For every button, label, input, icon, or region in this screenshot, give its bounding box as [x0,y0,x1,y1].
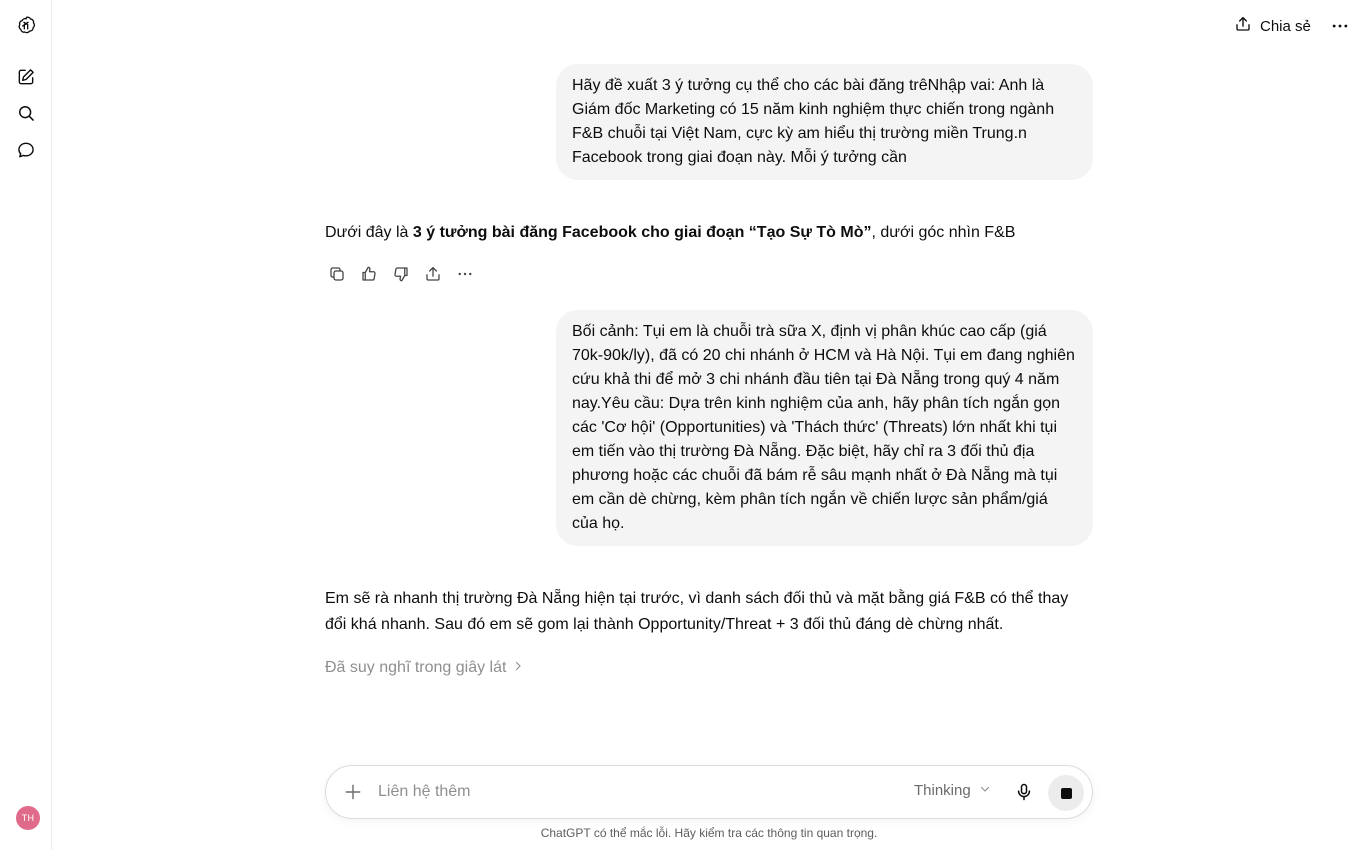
chevron-down-icon [979,782,991,799]
assistant-message: Em sẽ rà nhanh thị trường Đà Nẵng hiện tại trước, vì danh sách đối thủ và mặt bằng giá F&B có thể thay đổi khá nhanh. Sau đó em sẽ gom lại thành Opportunity/Threat + 3 đối thủ đáng dè chừng nhất. [325,590,1069,633]
search-icon[interactable] [13,100,39,126]
assistant-message [325,220,1093,246]
model-label: Thinking [914,782,971,799]
disclaimer: ChatGPT có thể mắc lỗi. Hãy kiểm tra các thông tin quan trọng. [540,826,878,840]
assistant-text-bold: 3 ý tưởng bài đăng Facebook cho giai đoạn “Tạo Sự Tò Mò” [412,224,872,241]
stop-button[interactable] [1048,775,1084,811]
model-selector[interactable] [914,782,991,799]
assistant-text: Dưới đây là [325,224,413,241]
composer [325,765,1093,819]
thinking-toggle[interactable] [325,659,524,677]
share-label: Chia sẻ [1260,17,1311,35]
user-message: Hãy đề xuất 3 ý tưởng cụ thể cho các bài đăng trêNhập vai: Anh là Giám đốc Marketing có 15 năm kinh nghiệm thực chiến trong ngành F&B chuỗi tại Việt Nam, cực kỳ am hiểu thị trường miền Trung.n Facebook trong giai đoạn này. Mỗi ý tưởng cần [556,64,1093,180]
ellipsis-icon[interactable] [453,262,477,286]
message-input[interactable] [378,778,898,806]
chat-bubble-icon[interactable] [13,137,39,163]
thumbs-up-icon[interactable] [357,262,381,286]
share-icon[interactable] [421,262,445,286]
sidebar-rail [0,0,52,850]
copy-icon[interactable] [325,262,349,286]
thinking-label: Đã suy nghĩ trong giây lát [325,659,507,676]
microphone-icon[interactable] [1012,780,1036,804]
chevron-right-icon [512,659,524,677]
share-icon [1234,15,1252,37]
ellipsis-icon[interactable] [1328,14,1352,38]
avatar[interactable]: TH [16,806,40,830]
message-actions [325,262,477,286]
user-message: Bối cảnh: Tụi em là chuỗi trà sữa X, định vị phân khúc cao cấp (giá 70k-90k/ly), đã có 20 chi nhánh ở HCM và Hà Nội. Tụi em đang nghiên cứu khả thi để mở 3 chi nhánh đầu tiên tại Đà Nẵng trong quý 4 năm nay.Yêu cầu: Dựa trên kinh nghiệm của anh, hãy phân tích ngắn gọn các 'Cơ hội' (Opportunities) và 'Thách thức' (Threats) lớn nhất khi tụi em tiến vào thị trường Đà Nẵng. Đặc biệt, hãy chỉ ra 3 đối thủ địa phương hoặc các chuỗi đã bám rễ sâu mạnh nhất ở Đà Nẵng mà tụi em cần dè chừng, kèm phân tích ngắn về chiến lược sản phẩm/giá của họ. [556,310,1093,546]
thumbs-down-icon[interactable] [389,262,413,286]
share-button[interactable] [1234,14,1311,38]
openai-logo-icon[interactable] [13,12,39,38]
compose-icon[interactable] [13,64,39,90]
assistant-text: , dưới góc nhìn F&B [871,224,1016,241]
stop-icon [1061,788,1072,799]
plus-icon[interactable] [342,781,364,803]
